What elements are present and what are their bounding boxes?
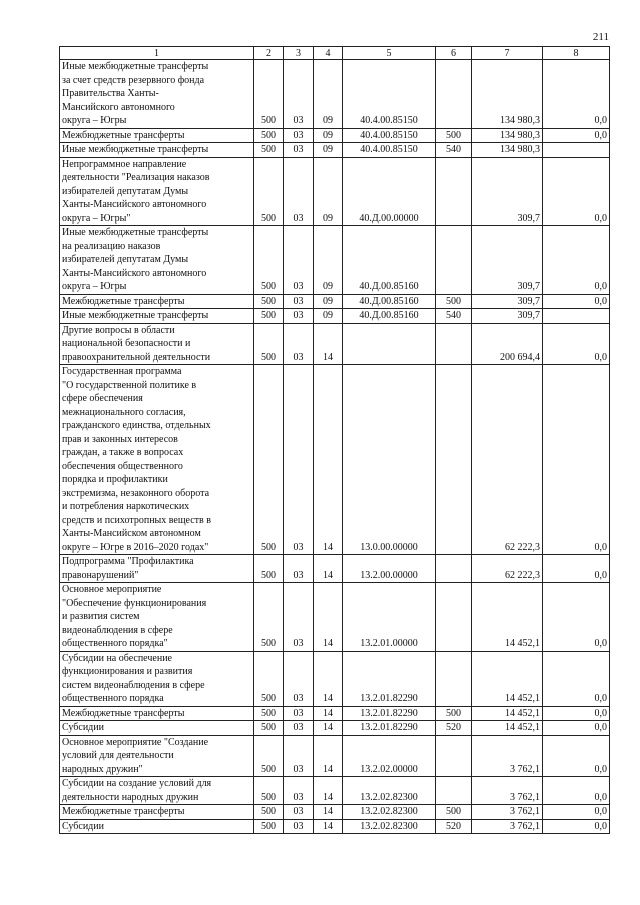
amount-extra-cell: 0,0 [543,323,610,365]
column-header: 6 [436,47,472,60]
amount-cell: 62 222,3 [472,555,543,583]
target-article-cell: 40.Д.00.85160 [343,294,436,309]
section-cell: 03 [284,651,314,706]
amount-extra-cell: 0,0 [543,365,610,555]
amount-extra-cell: 0,0 [543,60,610,129]
expense-type-cell [436,735,472,777]
amount-cell: 200 694,4 [472,323,543,365]
column-header: 2 [254,47,284,60]
amount-cell: 3 762,1 [472,735,543,777]
code-cell: 500 [254,365,284,555]
target-article-cell: 40.4.00.85150 [343,128,436,143]
target-article-cell: 13.2.02.82300 [343,819,436,834]
target-article-cell: 13.0.00.00000 [343,365,436,555]
table-body [60,60,610,834]
subsection-cell: 14 [314,323,343,365]
table-row [60,309,610,324]
expense-type-cell [436,583,472,652]
row-name-line: сфере обеспечения [62,393,143,404]
amount-cell: 309,7 [472,294,543,309]
target-article-cell: 13.2.01.82290 [343,721,436,736]
section-cell: 03 [284,294,314,309]
code-cell: 500 [254,143,284,158]
section-cell: 03 [284,323,314,365]
amount-extra-cell: 0,0 [543,555,610,583]
row-name-line: Иные межбюджетные трансферты [62,227,209,238]
column-header: 7 [472,47,543,60]
section-cell: 03 [284,365,314,555]
row-name-cell [60,323,254,365]
row-name-line: прав и законных интересов [62,433,178,445]
expense-type-cell: 500 [436,706,472,721]
target-article-cell: 13.2.01.00000 [343,583,436,652]
row-name-line: избирателей депутатам Думы [62,254,189,265]
amount-cell: 14 452,1 [472,583,543,652]
expense-type-cell [436,555,472,583]
amount-cell: 14 452,1 [472,651,543,706]
expense-type-cell: 500 [436,294,472,309]
expense-type-cell [436,60,472,129]
subsection-cell: 09 [314,128,343,143]
section-cell: 03 [284,721,314,736]
target-article-cell: 13.2.01.82290 [343,651,436,706]
row-name-cell [60,294,254,309]
subsection-cell: 09 [314,143,343,158]
row-name-cell [60,143,254,158]
amount-cell: 14 452,1 [472,706,543,721]
table-row [60,651,610,706]
row-name-cell [60,365,254,555]
row-name-cell [60,226,254,295]
row-name-line: правонарушений" [62,569,139,581]
row-name-line: порядка и профилактики [62,474,168,485]
subsection-cell: 09 [314,226,343,295]
section-cell: 03 [284,309,314,324]
subsection-cell: 09 [314,60,343,129]
row-name-cell [60,777,254,805]
row-name-cell [60,583,254,652]
table-row [60,60,610,129]
table-row [60,157,610,226]
row-name-line: избирателей депутатам Думы [62,185,189,197]
target-article-cell: 13.2.02.82300 [343,777,436,805]
row-name-cell [60,735,254,777]
expense-type-cell [436,157,472,226]
table-row [60,365,610,555]
subsection-cell: 14 [314,777,343,805]
row-name-line: Ханты-Мансийском автономном [62,528,201,539]
column-header: 4 [314,47,343,60]
code-cell: 500 [254,555,284,583]
row-name-line: Субсидии [62,820,104,832]
code-cell: 500 [254,309,284,324]
code-cell: 500 [254,60,284,129]
amount-extra-cell [543,309,610,324]
row-name-line: деятельности "Реализация наказов [62,172,210,183]
subsection-cell: 09 [314,157,343,226]
row-name-line: средств и психотропных веществ в [62,514,211,526]
row-name-line: Субсидии на создание условий для [62,778,212,789]
row-name-cell [60,706,254,721]
amount-extra-cell: 0,0 [543,735,610,777]
row-name-line: округа – Югры [62,281,127,292]
amount-extra-cell: 0,0 [543,583,610,652]
code-cell: 500 [254,294,284,309]
section-cell: 03 [284,143,314,158]
budget-table [59,46,610,834]
amount-extra-cell: 0,0 [543,706,610,721]
row-name-line: межнационального согласия, [62,406,186,418]
amount-cell: 134 980,3 [472,60,543,129]
row-name-line: на реализацию наказов [62,240,161,252]
subsection-cell: 14 [314,819,343,834]
expense-type-cell [436,365,472,555]
row-name-line: Субсидии на обеспечение [62,652,172,664]
row-name-cell [60,157,254,226]
row-name-cell [60,651,254,706]
target-article-cell: 40.Д.00.85160 [343,226,436,295]
subsection-cell: 09 [314,309,343,324]
section-cell: 03 [284,777,314,805]
row-name-line: за счет средств резервного фонда [62,74,205,86]
table-row [60,735,610,777]
row-name-line: Межбюджетные трансферты [62,707,185,719]
section-cell: 03 [284,60,314,129]
expense-type-cell: 500 [436,128,472,143]
column-header: 3 [284,47,314,60]
expense-type-cell: 500 [436,805,472,820]
column-header: 8 [543,47,610,60]
code-cell: 500 [254,226,284,295]
row-name-line: Ханты-Мансийского автономного [62,267,207,279]
row-name-line: Другие вопросы в области [62,324,175,336]
row-name-line: "О государственной политике в [62,379,197,391]
subsection-cell: 14 [314,365,343,555]
row-name-line: и развития систем [62,611,140,622]
target-article-cell: 13.2.02.00000 [343,735,436,777]
expense-type-cell: 540 [436,309,472,324]
row-name-line: условий для деятельности [62,750,174,761]
amount-cell: 3 762,1 [472,819,543,834]
row-name-line: правоохранительной деятельности [62,351,211,363]
section-cell: 03 [284,805,314,820]
table-row [60,555,610,583]
page-number: 211 [592,31,609,43]
code-cell: 500 [254,651,284,706]
row-name-line: и потребления наркотических [62,501,190,512]
amount-cell: 309,7 [472,157,543,226]
table-row [60,294,610,309]
column-header: 5 [343,47,436,60]
row-name-line: округа – Югры" [62,212,131,224]
target-article-cell: 40.4.00.85150 [343,143,436,158]
subsection-cell: 14 [314,555,343,583]
row-name-line: округа – Югры [62,115,127,126]
row-name-line: экстремизма, незаконного оборота [62,487,210,499]
row-name-line: Ханты-Мансийского автономного [62,199,207,210]
expense-type-cell: 540 [436,143,472,158]
row-name-line: Мансийского автономного [62,101,175,113]
row-name-line: Основное мероприятие "Создание [62,736,209,748]
amount-extra-cell: 0,0 [543,128,610,143]
amount-cell: 14 452,1 [472,721,543,736]
target-article-cell [343,323,436,365]
expense-type-cell [436,226,472,295]
amount-extra-cell: 0,0 [543,651,610,706]
amount-extra-cell: 0,0 [543,226,610,295]
section-cell: 03 [284,583,314,652]
header-row [60,47,610,60]
section-cell: 03 [284,735,314,777]
amount-extra-cell: 0,0 [543,805,610,820]
amount-extra-cell: 0,0 [543,721,610,736]
subsection-cell: 14 [314,706,343,721]
amount-cell: 134 980,3 [472,128,543,143]
code-cell: 500 [254,721,284,736]
row-name-cell [60,819,254,834]
row-name-line: Субсидии [62,722,104,733]
row-name-line: национальной безопасности и [62,338,191,349]
table-row [60,706,610,721]
code-cell: 500 [254,735,284,777]
subsection-cell: 09 [314,294,343,309]
table-row [60,583,610,652]
row-name-line: общественного порядка" [62,638,168,649]
section-cell: 03 [284,555,314,583]
code-cell: 500 [254,128,284,143]
code-cell: 500 [254,323,284,365]
row-name-line: округе – Югре в 2016–2020 годах" [62,541,209,553]
row-name-line: Иные межбюджетные трансферты [62,310,209,321]
amount-cell: 309,7 [472,226,543,295]
row-name-line: Межбюджетные трансферты [62,295,185,307]
row-name-line: граждан, а также в вопросах [62,447,184,458]
code-cell: 500 [254,583,284,652]
table-row [60,721,610,736]
amount-extra-cell: 0,0 [543,777,610,805]
row-name-line: "Обеспечение функционирования [62,597,207,609]
table-row [60,128,610,143]
section-cell: 03 [284,226,314,295]
target-article-cell: 40.Д.00.85160 [343,309,436,324]
subsection-cell: 14 [314,583,343,652]
code-cell: 500 [254,777,284,805]
code-cell: 500 [254,706,284,721]
amount-extra-cell: 0,0 [543,294,610,309]
code-cell: 500 [254,805,284,820]
row-name-line: видеонаблюдения в сфере [62,624,173,636]
table-row [60,819,610,834]
amount-cell: 62 222,3 [472,365,543,555]
row-name-line: систем видеонаблюдения в сфере [62,679,205,691]
row-name-line: функционирования и развития [62,666,193,677]
target-article-cell: 40.4.00.85150 [343,60,436,129]
row-name-cell [60,805,254,820]
amount-extra-cell: 0,0 [543,819,610,834]
expense-type-cell [436,323,472,365]
row-name-line: Межбюджетные трансферты [62,129,185,141]
section-cell: 03 [284,128,314,143]
row-name-line: общественного порядка [62,693,164,704]
subsection-cell: 14 [314,805,343,820]
table-row [60,226,610,295]
subsection-cell: 14 [314,721,343,736]
row-name-cell [60,60,254,129]
row-name-line: Иные межбюджетные трансферты [62,144,209,155]
target-article-cell: 13.2.01.82290 [343,706,436,721]
row-name-line: обеспечения общественного [62,460,183,472]
row-name-cell [60,309,254,324]
expense-type-cell: 520 [436,721,472,736]
amount-cell: 3 762,1 [472,805,543,820]
row-name-line: гражданского единства, отдельных [62,420,211,431]
expense-type-cell [436,777,472,805]
column-header: 1 [60,47,254,60]
row-name-cell [60,555,254,583]
amount-extra-cell [543,143,610,158]
amount-cell: 309,7 [472,309,543,324]
subsection-cell: 14 [314,651,343,706]
subsection-cell: 14 [314,735,343,777]
table-row [60,777,610,805]
target-article-cell: 13.2.00.00000 [343,555,436,583]
target-article-cell: 13.2.02.82300 [343,805,436,820]
row-name-line: деятельности народных дружин [62,791,199,803]
row-name-line: Государственная программа [62,366,182,377]
table-row [60,143,610,158]
table-row [60,323,610,365]
row-name-cell [60,721,254,736]
expense-type-cell [436,651,472,706]
amount-cell: 3 762,1 [472,777,543,805]
code-cell: 500 [254,157,284,226]
row-name-line: Правительства Ханты- [62,88,159,99]
section-cell: 03 [284,706,314,721]
table-row [60,805,610,820]
section-cell: 03 [284,819,314,834]
row-name-line: Подпрограмма "Профилактика [62,556,194,567]
row-name-line: Непрограммное направление [62,158,187,170]
row-name-line: Межбюджетные трансферты [62,806,185,817]
amount-cell: 134 980,3 [472,143,543,158]
target-article-cell: 40.Д.00.00000 [343,157,436,226]
expense-type-cell: 520 [436,819,472,834]
code-cell: 500 [254,819,284,834]
row-name-line: Основное мероприятие [62,584,162,595]
row-name-cell [60,128,254,143]
row-name-line: Иные межбюджетные трансферты [62,61,209,72]
section-cell: 03 [284,157,314,226]
row-name-line: народных дружин" [62,763,143,775]
amount-extra-cell: 0,0 [543,157,610,226]
